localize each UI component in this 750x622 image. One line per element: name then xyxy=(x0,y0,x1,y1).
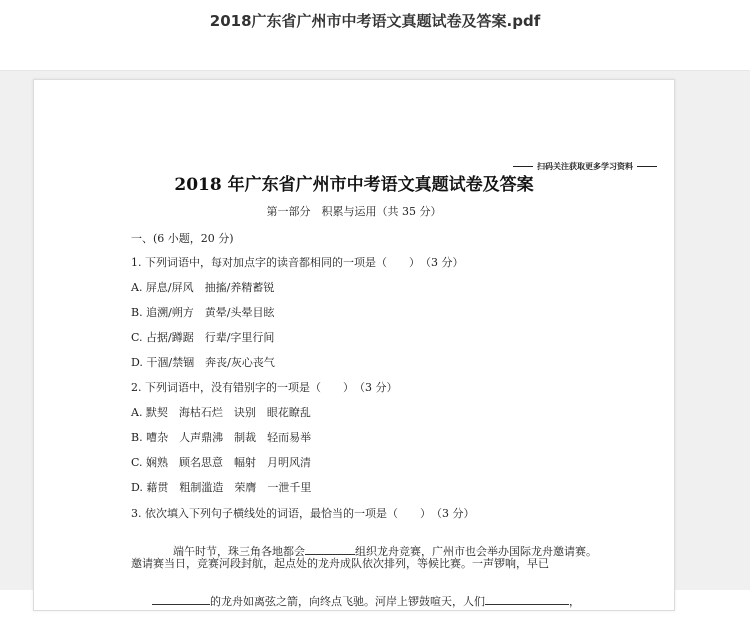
document-title: 2018 年广东省广州市中考语文真题试卷及答案 xyxy=(174,175,534,195)
question-3-stem: 3. 依次填入下列句子横线处的词语，最恰当的一项是（ ） （3 分） xyxy=(131,507,475,520)
question-2-option-a: A. 默契 海枯石烂 诀别 眼花瞭乱 xyxy=(131,406,311,419)
divider-left xyxy=(513,166,533,167)
question-1-stem: 1. 下列词语中，每对加点字的读音都相同的一项是（ ） （3 分） xyxy=(131,256,464,269)
part-header: 一、(6 小题，20 分) xyxy=(131,232,234,245)
question-2-stem: 2. 下列词语中，没有错别字的一项是（ ） （3 分） xyxy=(131,381,398,394)
fill-blank-2 xyxy=(152,594,210,605)
question-2-option-d: D. 藉贯 粗制滥造 荣膺 一泄千里 xyxy=(131,481,312,494)
paragraph-text: 的龙舟如离弦之箭，向终点飞驰。河岸上锣鼓喧天，人们 xyxy=(209,595,485,608)
viewer-header xyxy=(0,0,750,71)
question-3-paragraph-line-2: 邀请赛当日，竞赛河段封航，起点处的龙舟成队依次排列，等候比赛。一声锣响，早已 xyxy=(131,557,549,570)
paragraph-text: ， xyxy=(568,595,580,608)
question-1-option-a: A. 屏息/屏风 抽搐/养精蓄锐 xyxy=(131,281,275,294)
divider-right xyxy=(637,166,657,167)
fill-blank-3 xyxy=(485,594,569,605)
paragraph-text: 端午时节，珠三角各地都会 xyxy=(172,545,305,558)
question-1-option-c: C. 占据/蹲踞 行辈/字里行间 xyxy=(131,331,275,344)
fill-blank-1 xyxy=(305,544,355,555)
qr-note-text: 扫码关注获取更多学习资料 xyxy=(537,162,633,171)
paragraph-text: 组织龙舟竞赛，广州市也会举办国际龙舟邀请赛。 xyxy=(354,545,597,558)
question-2-option-b: B. 嘈杂 人声鼎沸 制裁 轻而易举 xyxy=(131,431,312,444)
question-1-option-d: D. 干涸/禁锢 奔丧/灰心丧气 xyxy=(131,356,275,369)
document-viewer[interactable] xyxy=(0,71,750,608)
section-title: 第一部分 积累与运用（共 35 分） xyxy=(266,205,442,218)
question-2-option-c: C. 娴熟 顾名思意 幅射 月明风清 xyxy=(131,456,312,469)
file-title: 2018广东省广州市中考语文真题试卷及答案.pdf xyxy=(209,12,541,30)
question-1-option-b: B. 追溯/朔方 黄晕/头晕目眩 xyxy=(131,306,275,319)
pdf-page xyxy=(33,79,675,611)
question-3-paragraph-line-3 xyxy=(131,580,580,622)
